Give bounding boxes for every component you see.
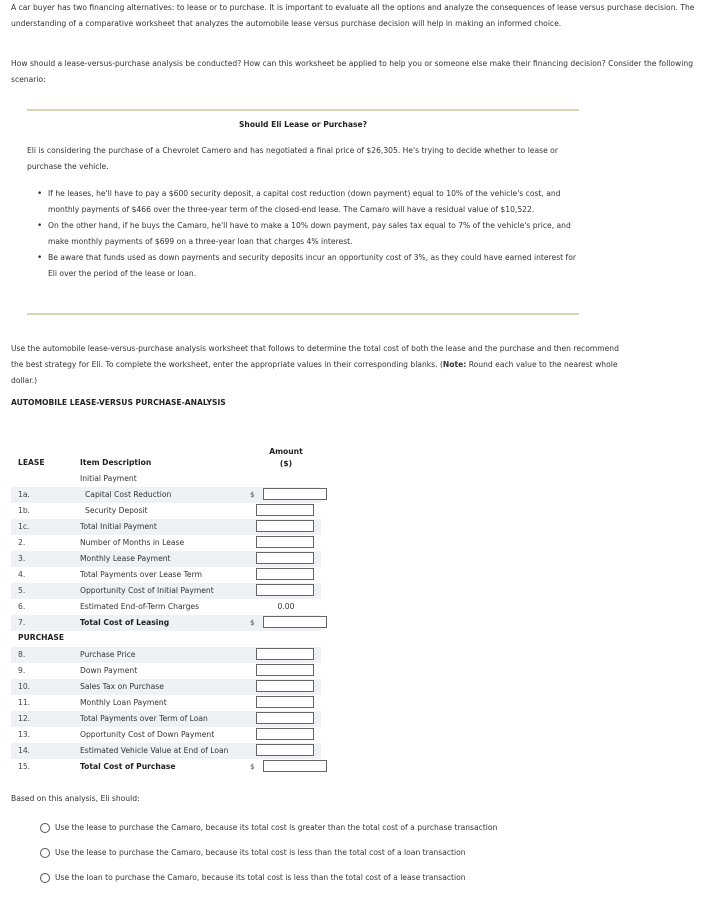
row-description: Total Payments over Term of Loan [80,714,208,723]
row-number: 1b. [18,506,31,515]
row-description: Down Payment [80,666,138,675]
worksheet-row-15 [11,759,321,775]
row-number: 7. [18,618,26,627]
conclusion-prompt: Based on this analysis, Eli should: [11,794,140,803]
sales-tax-input[interactable] [256,680,314,692]
worksheet-row-5 [11,583,321,599]
initial-payment-label: Initial Payment [80,474,137,483]
lease-section-label: LEASE [18,458,45,467]
opportunity-cost-down-input[interactable] [256,728,314,740]
row-number: 3. [18,554,26,563]
row-number: 8. [18,650,26,659]
bullet-lease-terms: • If he leases, he'll have to pay a $600 security deposit, a capital cost reduction (down payment) equal to 10% of the vehicle's cost, and monthly payments of $466 over the three-year term of the closed-end lease. The Camaro will have a residual value of $10,522. [48,186,578,218]
row-number: 6. [18,602,26,611]
instructions-text-after: Round each value to the nearest whole dollar.) [11,360,618,385]
worksheet-row-14 [11,743,321,759]
item-description-header: Item Description [80,458,152,467]
row-description: Total Payments over Lease Term [80,570,202,579]
row-description: Capital Cost Reduction [85,490,172,499]
answer-option-label[interactable]: Use the lease to purchase the Camaro, because its total cost is greater than the total cost of a purchase transaction [55,823,498,832]
monthly-loan-payment-input[interactable] [256,696,314,708]
row-description: Estimated Vehicle Value at End of Loan [80,746,229,755]
radio-button[interactable] [40,848,50,858]
amount-header-unit: ($) [279,459,293,468]
row-number: 1c. [18,522,30,531]
scenario-bullets [48,186,578,282]
answer-option-label[interactable]: Use the lease to purchase the Camaro, because its total cost is less than the total cost of a loan transaction [55,848,466,857]
opportunity-cost-initial-input[interactable] [256,584,314,596]
instructions-text-before: Use the automobile lease-versus-purchase analysis worksheet that follows to determine the total cost of both the lease and the purchase and then recommend the best strategy for Eli. To complete the worksheet, enter the appropriate values in their corresponding blanks. ( [11,344,619,369]
total-loan-payments-input[interactable] [256,712,314,724]
row-description: Total Initial Payment [80,522,157,531]
bullet-purchase-terms: • On the other hand, if he buys the Camaro, he'll have to make a 10% down payment, pay sales tax equal to 7% of the vehicle's price, and make monthly payments of $699 on a three-year loan that charges 4% interest. [48,218,578,250]
monthly-lease-payment-input[interactable] [256,552,314,564]
worksheet-row-7 [11,615,321,631]
scenario-text: Eli is considering the purchase of a Chevrolet Camero and has negotiated a final price of $26,305. He's trying to decide whether to lease or purchase the vehicle. [27,146,558,171]
worksheet-row-6 [11,599,321,615]
row-number: 10. [18,682,31,691]
total-lease-payments-input[interactable] [256,568,314,580]
row-number: 1a. [18,490,30,499]
answer-option-label[interactable]: Use the loan to purchase the Camaro, because its total cost is less than the total cost of a lease transaction [55,873,466,882]
total-cost-leasing-input[interactable] [263,616,327,628]
purchase-price-input[interactable] [256,648,314,660]
bullet-opportunity-cost: • Be aware that funds used as down payments and security deposits incur an opportunity cost of 3%, as they could have earned interest for Eli over the period of the lease or loan. [48,250,578,282]
row-number: 13. [18,730,31,739]
worksheet-row-10 [11,679,321,695]
worksheet-heading: AUTOMOBILE LEASE-VERSUS PURCHASE-ANALYSIS [11,398,226,407]
worksheet-row-4 [11,567,321,583]
worksheet-row-12 [11,711,321,727]
security-deposit-input[interactable] [256,504,314,516]
amount-column-header [258,446,314,470]
purchase-section-label: PURCHASE [18,633,65,642]
total-cost-purchase-input[interactable] [263,760,327,772]
months-in-lease-input[interactable] [256,536,314,548]
worksheet-row-11 [11,695,321,711]
row-description: Total Cost of Leasing [80,618,170,627]
worksheet-row-1a [11,487,321,503]
row-description: Opportunity Cost of Initial Payment [80,586,214,595]
worksheet-row-8 [11,647,321,663]
note-label: Note: [442,360,467,369]
total-initial-payment-input[interactable] [256,520,314,532]
worksheet-row-1b [11,503,321,519]
row-number: 15. [18,762,31,771]
down-payment-input[interactable] [256,664,314,676]
row-description: Number of Months in Lease [80,538,185,547]
row-number: 14. [18,746,31,755]
row-description: Sales Tax on Purchase [80,682,164,691]
row-description: Security Deposit [85,506,148,515]
scenario-top-divider [27,109,579,111]
row-number: 4. [18,570,26,579]
capital-cost-reduction-input[interactable] [263,488,327,500]
row-number: 2. [18,538,26,547]
row-description: Opportunity Cost of Down Payment [80,730,215,739]
radio-button[interactable] [40,873,50,883]
scenario-title: Should Eli Lease or Purchase? [238,120,368,129]
worksheet-row-1c [11,519,321,535]
vehicle-end-value-input[interactable] [256,744,314,756]
row-description: Monthly Loan Payment [80,698,167,707]
end-of-term-charges-value: 0.00 [277,602,295,611]
row-description: Monthly Lease Payment [80,554,171,563]
row-number: 12. [18,714,31,723]
dollar-sign: $ [250,491,255,499]
radio-button[interactable] [40,823,50,833]
amount-header-label: Amount [269,447,303,456]
worksheet-row-3 [11,551,321,567]
worksheet-row-13 [11,727,321,743]
scenario-bottom-divider [27,313,579,315]
row-description: Estimated End-of-Term Charges [80,602,200,611]
worksheet-row-2 [11,535,321,551]
question-paragraph: How should a lease-versus-purchase analysis be conducted? How can this worksheet be applied to help you or someone else make their financing decision? Consider the following scenario: [11,59,694,84]
row-description: Purchase Price [80,650,136,659]
intro-paragraph: A car buyer has two financing alternatives: to lease or to purchase. It is important to evaluate all the options and analyze the consequences of lease versus purchase decision. The understanding of a comparative worksheet that analyzes the automobile lease versus purchase decision will help in making an informed choice. [11,3,695,28]
instructions-paragraph [11,341,623,389]
row-number: 5. [18,586,26,595]
dollar-sign: $ [250,763,255,771]
row-description: Total Cost of Purchase [80,762,176,771]
dollar-sign: $ [250,619,255,627]
row-number: 11. [18,698,31,707]
worksheet-row-9 [11,663,321,679]
initial-payment-row [11,471,321,487]
row-number: 9. [18,666,26,675]
